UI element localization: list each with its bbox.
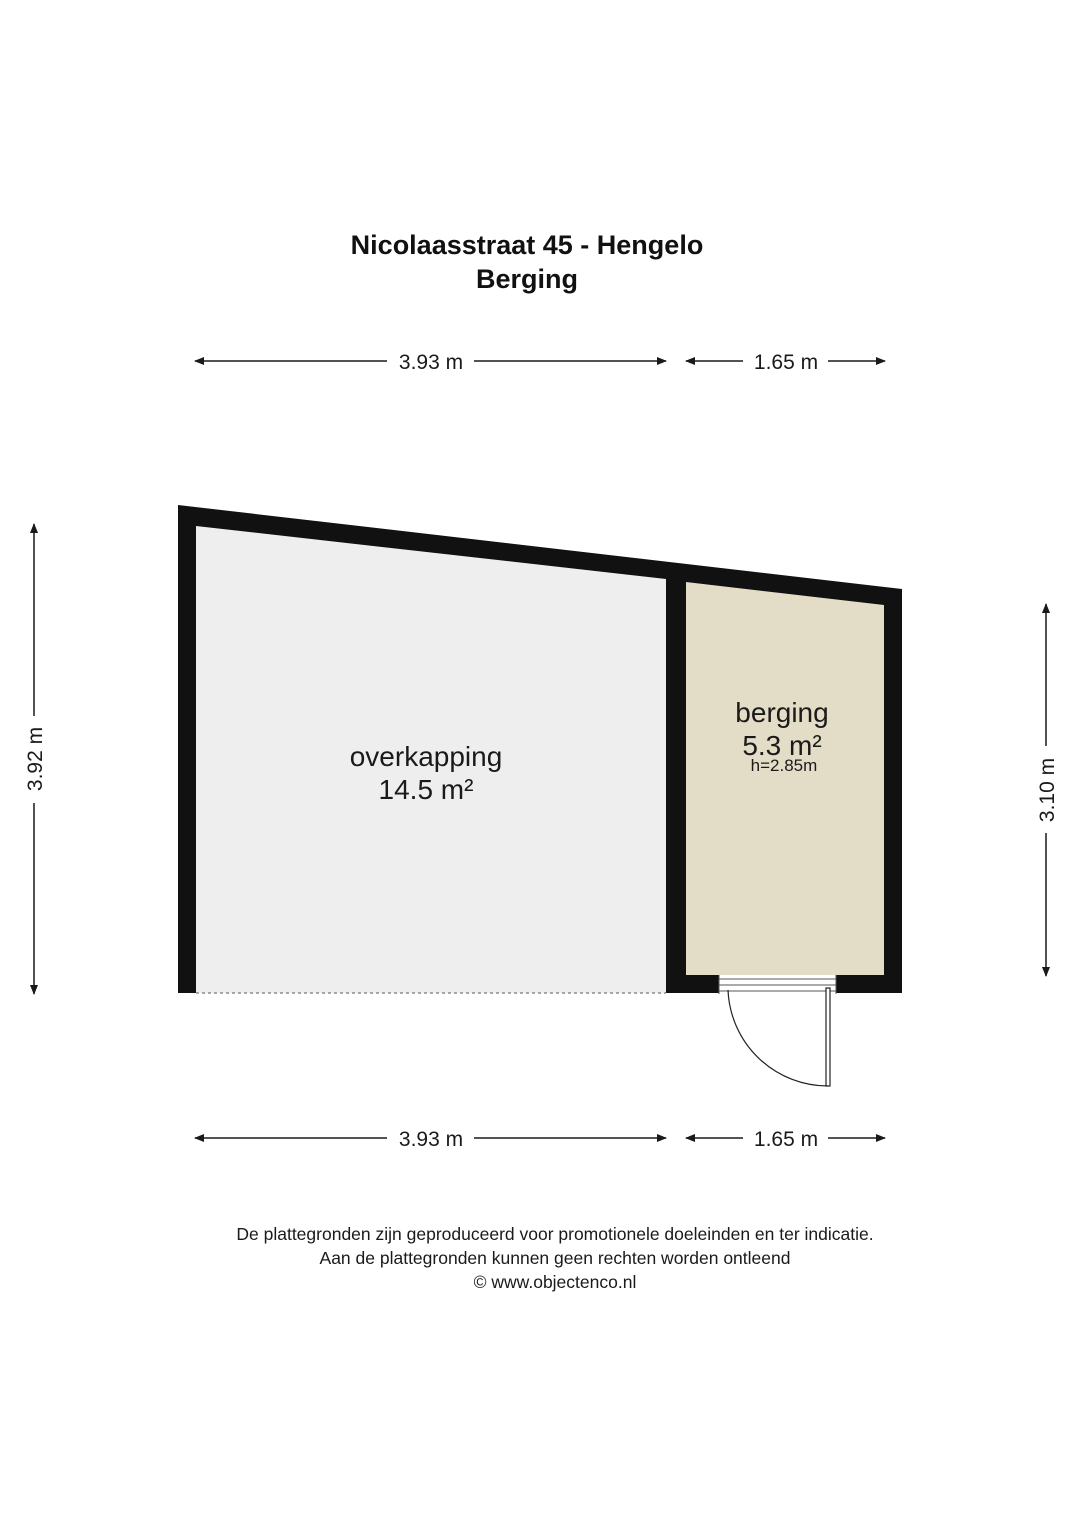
room-berging-name: berging: [735, 697, 829, 728]
door-swing: [728, 988, 830, 1086]
room-overkapping-name: overkapping: [349, 741, 503, 772]
dimension-top-right: [686, 351, 885, 374]
room-overkapping-area: 14.5 m²: [378, 774, 474, 805]
dimension-bottom-right-label: 1.65 m: [753, 1128, 819, 1151]
dimension-top-right-label: 1.65 m: [753, 351, 819, 374]
room-berging-floor: [686, 582, 884, 975]
dimension-top-left-label: 3.93 m: [398, 351, 464, 374]
dimension-left-height-label: 3.92 m: [24, 726, 47, 792]
copyright-line: © www.objectenco.nl: [473, 1272, 637, 1292]
disclaimer-footer: [0, 1222, 1080, 1294]
address-title: Nicolaasstraat 45 - Hengelo: [350, 230, 704, 260]
floor-title: Berging: [475, 264, 578, 294]
dimension-bottom-right: [686, 1128, 885, 1151]
disclaimer-line-1: De plattegronden zijn geproduceerd voor promotionele doeleinden en ter indicatie.: [236, 1224, 874, 1244]
room-berging-height: h=2.85m: [750, 756, 818, 775]
dimension-bottom-left: [195, 1128, 666, 1151]
dimension-left-height: [24, 524, 47, 994]
dimension-bottom-left-label: 3.93 m: [398, 1128, 464, 1151]
room-berging-area: 5.3 m²: [742, 730, 822, 761]
dimension-right-height-label: 3.10 m: [1036, 757, 1059, 823]
disclaimer-line-2: Aan de plattegronden kunnen geen rechten worden ontleend: [319, 1248, 791, 1268]
dimension-right-height: [1036, 604, 1059, 976]
dimension-top-left: [195, 351, 666, 374]
